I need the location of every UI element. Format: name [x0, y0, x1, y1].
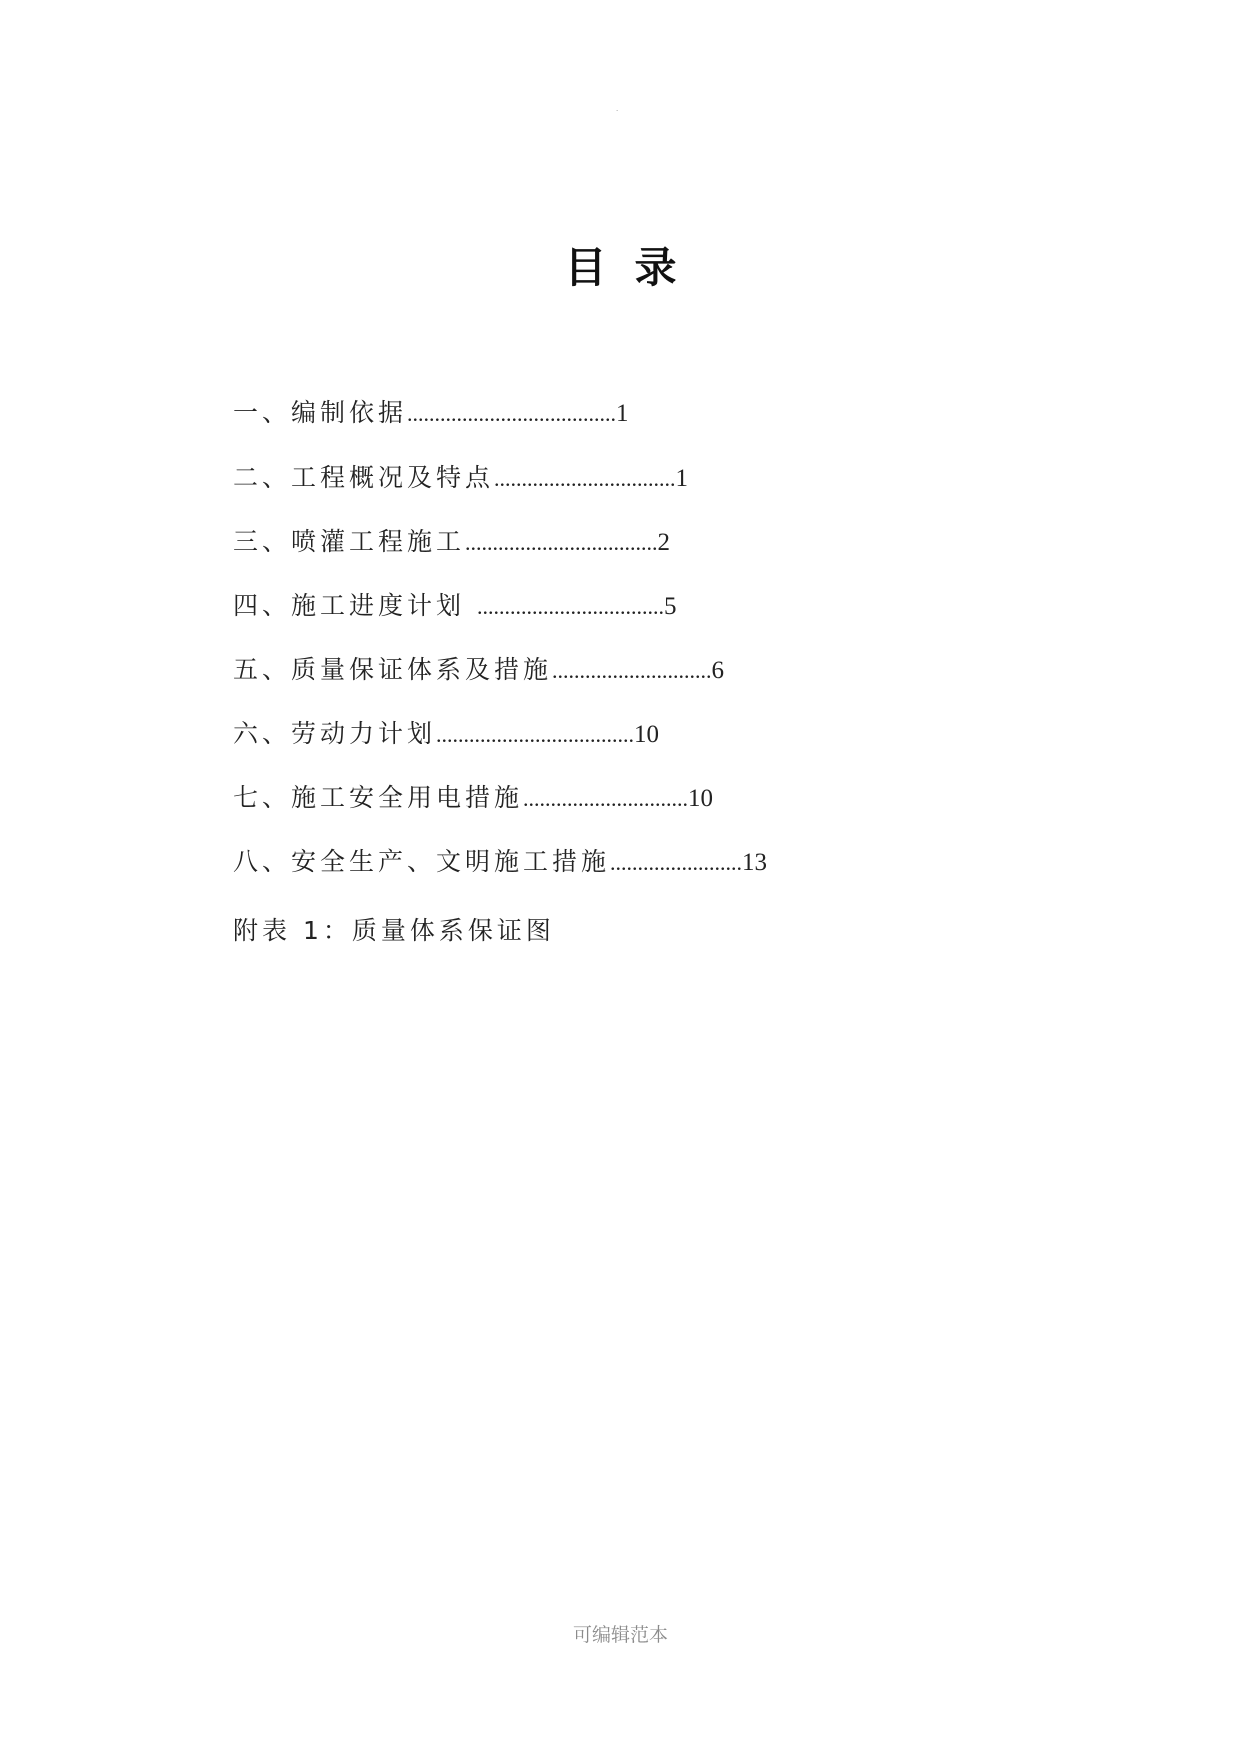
toc-entry-8[interactable]: [233, 846, 767, 879]
toc-entry-label: 三、喷灌工程施工: [233, 527, 466, 556]
appendix-line: 附表 1：质量体系保证图: [233, 916, 555, 945]
toc-entry-2[interactable]: [233, 462, 688, 495]
toc-entry-leader: ....................................: [436, 722, 635, 747]
toc-entry-page: 6: [711, 657, 725, 684]
toc-entry-5[interactable]: [233, 654, 724, 687]
toc-entry-label: 七、施工安全用电措施: [233, 783, 524, 812]
toc-entry-page: 1: [616, 400, 629, 427]
toc-entry-leader: ......................................: [407, 401, 617, 426]
toc-entry-page: 13: [742, 849, 768, 876]
toc-entry-label: 四、施工进度计划: [233, 591, 477, 620]
toc-entry-1[interactable]: [233, 397, 629, 430]
toc-entry-3[interactable]: [233, 526, 670, 559]
toc-entry-leader: ..................................: [476, 594, 664, 619]
header-mark: .: [616, 104, 619, 113]
toc-entry-label: 一、编制依据: [233, 398, 408, 427]
toc-entry-label: 八、安全生产、文明施工措施: [233, 847, 611, 876]
toc-entry-page: 10: [688, 785, 714, 812]
page-title: 目录: [564, 243, 705, 292]
toc-entry-7[interactable]: [233, 782, 713, 815]
toc-entry-page: 2: [657, 529, 671, 556]
toc-entry-leader: .................................: [494, 466, 676, 491]
toc-entry-4[interactable]: [233, 590, 676, 623]
toc-entry-label: 六、劳动力计划: [233, 719, 437, 748]
toc-entry-leader: ........................: [610, 850, 743, 875]
toc-entry-label: 五、质量保证体系及措施: [233, 655, 553, 684]
footer-watermark: 可编辑范本: [572, 1624, 668, 1646]
toc-entry-label: 二、工程概况及特点: [233, 463, 495, 492]
toc-entry-leader: .............................: [552, 658, 712, 683]
toc-entry-page: 1: [675, 465, 689, 492]
toc-entry-page: 10: [634, 721, 660, 748]
toc-entry-leader: ...................................: [465, 530, 658, 555]
toc-entry-6[interactable]: [233, 718, 659, 751]
toc-entry-page: 5: [663, 593, 677, 620]
toc-entry-leader: ..............................: [523, 786, 689, 811]
